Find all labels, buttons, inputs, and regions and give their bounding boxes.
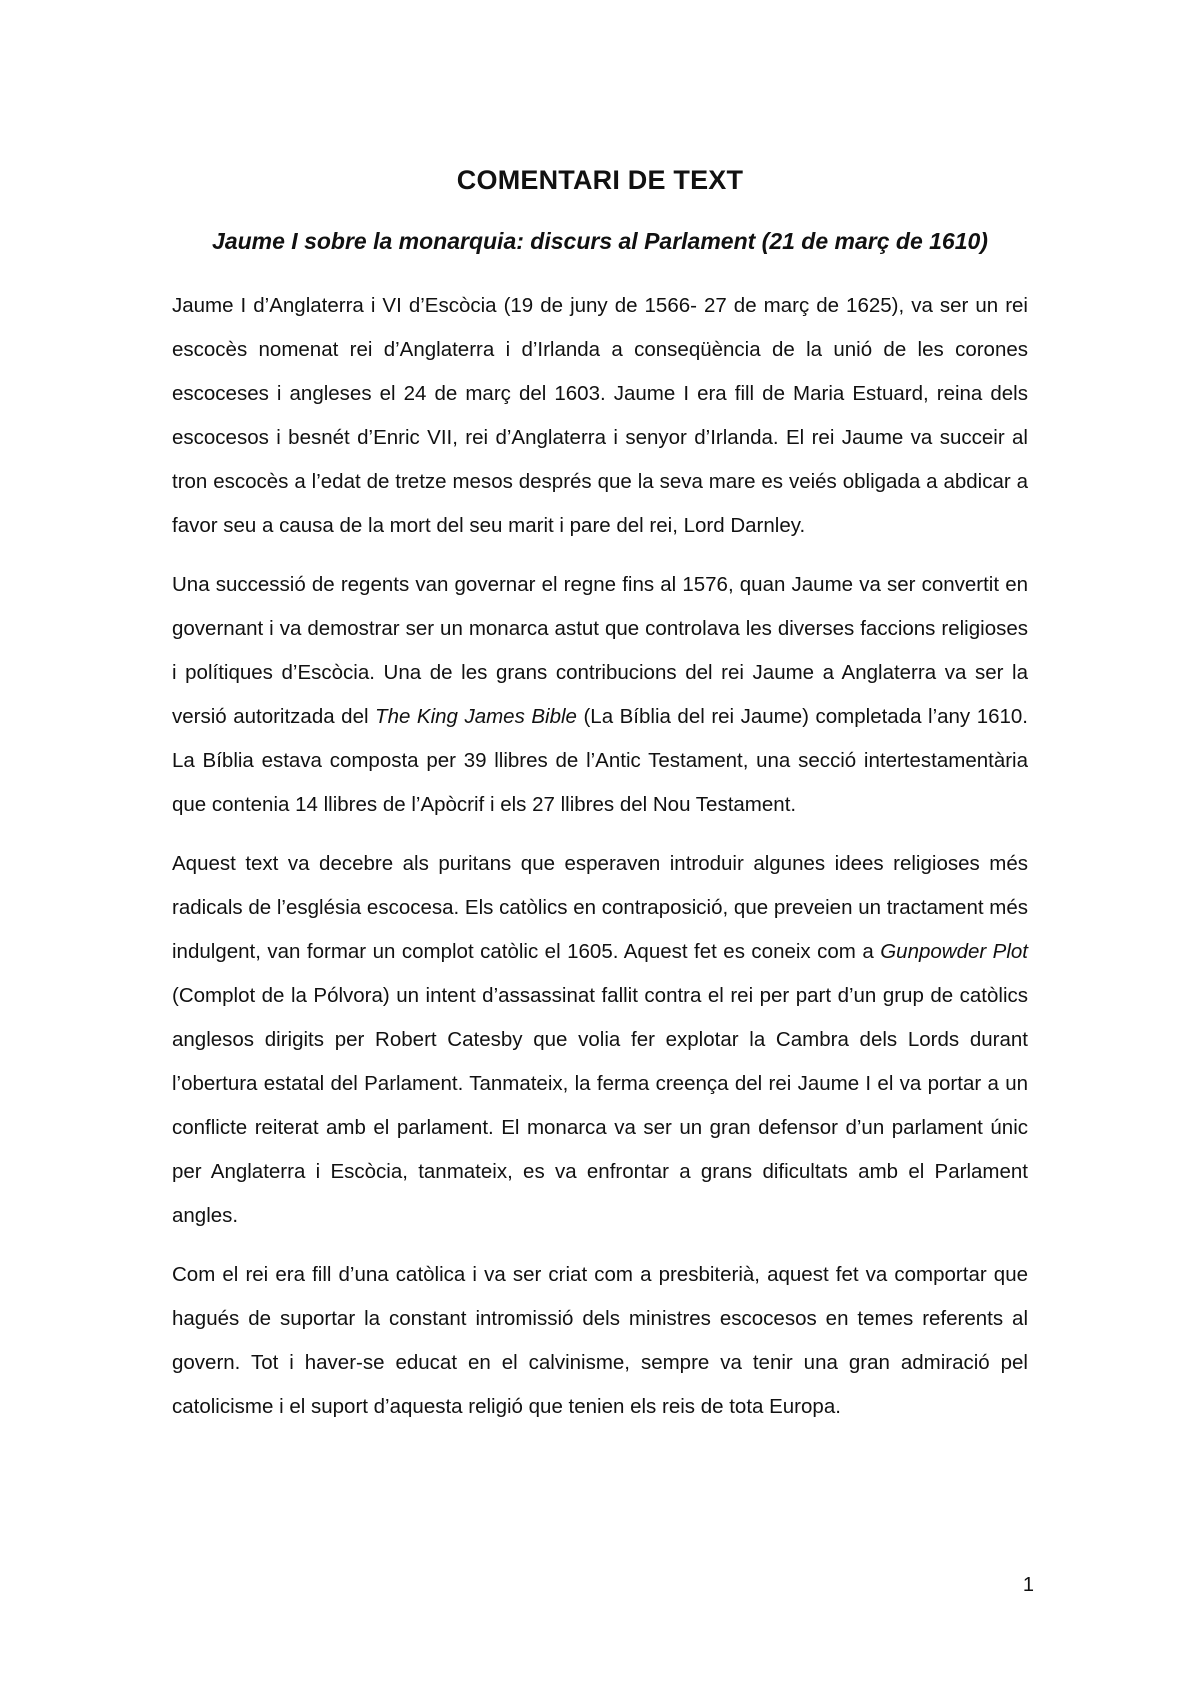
paragraph-text-segment: (Complot de la Pólvora) un intent d’assassinat fallit contra el rei per part d’un grup de catòlics anglesos dirigits per Robert Catesby que volia fer explotar la Cambra dels Lords durant l’obertura estatal del Parlament. Tanmateix, la ferma creença del rei Jaume I el va portar a un conflicte reiterat amb el parlament. El monarca va ser un gran defensor d’un parlament únic per Anglaterra i Escòcia, tanmateix, es va enfrontar a grans dificultats amb el Parlament angles. xyxy=(172,984,1028,1227)
paragraph-biography: Jaume I d’Anglaterra i VI d’Escòcia (19 de juny de 1566- 27 de març de 1625), va ser un rei escocès nomenat rei d’Anglaterra i d’Irlanda a conseqüència de la unió de les corones escoceses i angleses el 24 de març del 1603. Jaume I era fill de Maria Estuard, reina dels escocesos i besnét d’Enric VII, rei d’Anglaterra i senyor d’Irlanda. El rei Jaume va succeir al tron escocès a l’edat de tretze mesos després que la seva mare es veiés obligada a abdicar a favor seu a causa de la mort del seu marit i pare del rei, Lord Darnley. xyxy=(172,294,1028,537)
paragraph-reign-and-bible xyxy=(172,563,1028,827)
document-body xyxy=(172,284,1028,1444)
document-title: COMENTARI DE TEXT xyxy=(456,165,744,195)
page-number: 1 xyxy=(1022,1574,1034,1596)
italic-title-gunpowder-plot: Gunpowder Plot xyxy=(880,940,1028,963)
paragraph-text-segment: Aquest text va decebre als puritans que esperaven introduir algunes idees religioses més radicals de l’església escocesa. Els catòlics en contraposició, que preveien un tractament més indulgent, van formar un complot catòlic el 1605. Aquest fet es coneix com a xyxy=(172,852,1028,963)
paragraph-religion: Com el rei era fill d’una catòlica i va ser criat com a presbiterià, aquest fet va comportar que hagués de suportar la constant intromissió dels ministres escocesos en temes referents al govern. Tot i haver-se educat en el calvinisme, sempre va tenir una gran admiració pel catolicisme i el suport d’aquesta religió que tenien els reis de tota Europa. xyxy=(172,1263,1028,1418)
paragraph-text-segment: Una successió de regents van governar el regne fins al 1576, quan Jaume va ser convertit en governant i va demostrar ser un monarca astut que controlava les diverses faccions religioses i polítiques d’Escòcia. Una de les grans contribucions del rei Jaume a Anglaterra va ser la versió autoritzada del xyxy=(172,573,1028,728)
paragraph-gunpowder-plot xyxy=(172,842,1028,1238)
document-subtitle: Jaume I sobre la monarquia: discurs al Parlament (21 de març de 1610) xyxy=(212,228,988,254)
paragraph-text-segment: (La Bíblia del rei Jaume) completada l’any 1610. La Bíblia estava composta per 39 llibres de l’Antic Testament, una secció intertestamentària que contenia 14 llibres de l’Apòcrif i els 27 llibres del Nou Testament. xyxy=(172,705,1029,816)
italic-title-king-james-bible: The King James Bible xyxy=(375,705,577,728)
